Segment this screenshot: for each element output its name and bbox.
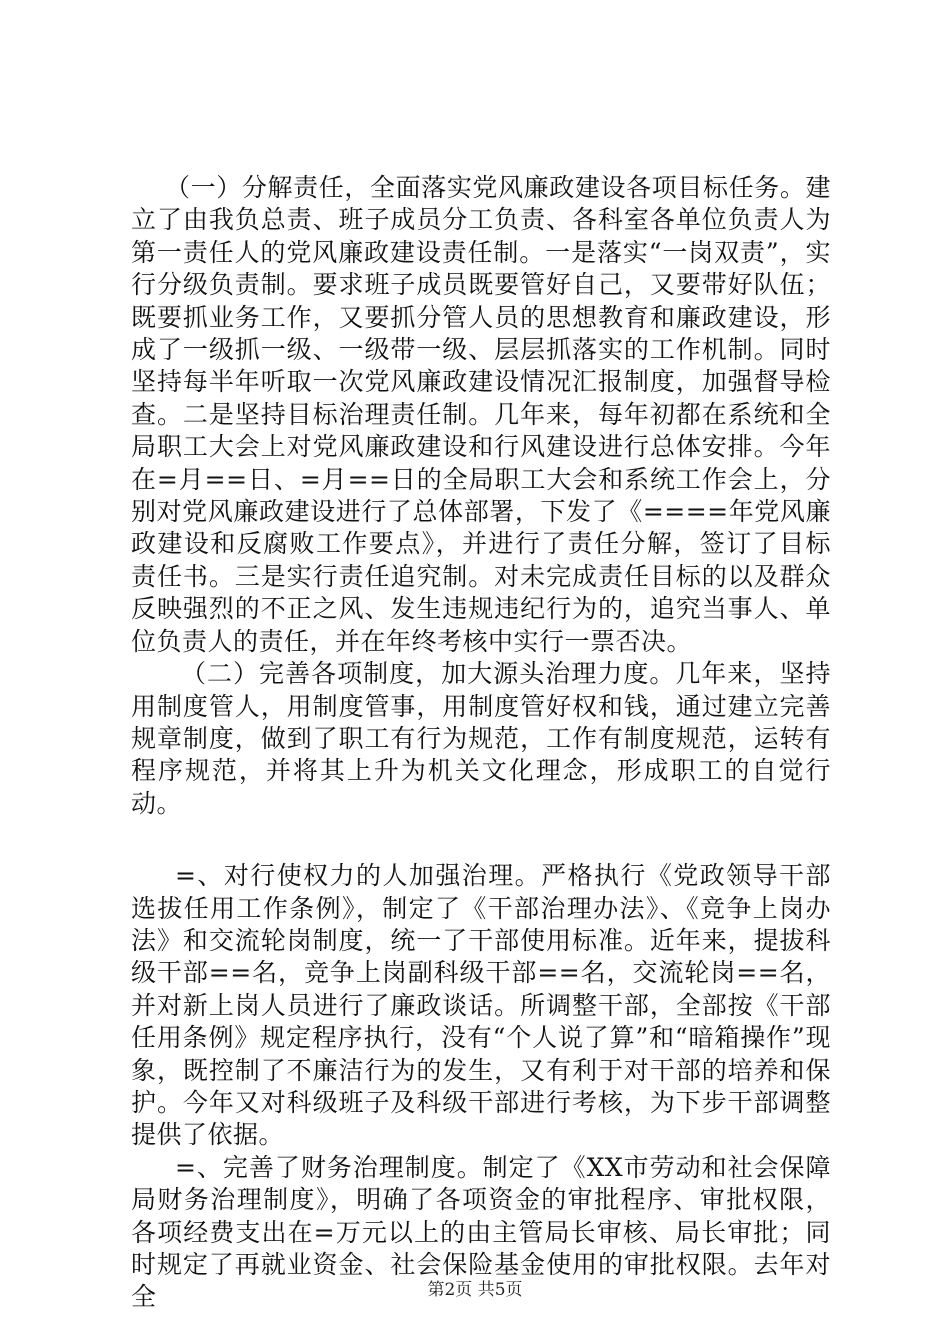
paragraph-system: （二）完善各项制度，加大源头治理力度。几年来，坚持用制度管人，用制度管事，用制度管好权和钱，通过建立完善规章制度，做到了职工有行为规范，工作有制度规范，运转有程序规范，并将其上升为机关文化理念，形成职工的自觉行动。 (131, 659, 831, 818)
page-footer: 第2页 共5页 (427, 1280, 523, 1300)
document-body (131, 172, 831, 1314)
paragraph-cadre-management: =、对行使权力的人加强治理。严格执行《党政领导干部选拔任用工作条例》，制定了《干部治理办法》、《竞争上岗办法》和交流轮岗制度，统一了干部使用标准。近年来，提拔科级干部==名，竞争上岗副科级干部==名，交流轮岗==名，并对新上岗人员进行了廉政谈话。所调整干部，全部按《干部任用条例》规定程序执行，没有“个人说了算”和“暗箱操作”现象，既控制了不廉洁行为的发生，又有利于对干部的培养和保护。今年又对科级班子及科级干部进行考核，为下步干部调整提供了依据。 (131, 861, 831, 1150)
paragraph-finance-management: =、完善了财务治理制度。制定了《XX市劳动和社会保障局财务治理制度》，明确了各项资金的审批程序、审批权限，各项经费支出在=万元以上的由主管局长审核、局长审批；同时规定了再就业资金、社会保险基金使用的审批权限。去年对全 (131, 1152, 831, 1312)
paragraph-gap (131, 820, 831, 860)
paragraph-responsibility: （一）分解责任，全面落实党风廉政建设各项目标任务。建立了由我负总责、班子成员分工负责、各科室各单位负责人为第一责任人的党风廉政建设责任制。一是落实“一岗双责”，实行分级负责制。要求班子成员既要管好自己，又要带好队伍；既要抓业务工作，又要抓分管人员的思想教育和廉政建设，形成了一级抓一级、一级带一级、层层抓落实的工作机制。同时坚持每半年听取一次党风廉政建设情况汇报制度，加强督导检查。二是坚持目标治理责任制。几年来，每年初都在系统和全局职工大会上对党风廉政建设和行风建设进行总体安排。今年在=月==日、=月==日的全局职工大会和系统工作会上，分别对党风廉政建设进行了总体部署，下发了《====年党风廉政建设和反腐败工作要点》，并进行了责任分解，签订了目标责任书。三是实行责任追究制。对未完成责任目标的以及群众反映强烈的不正之风、发生违规违纪行为的，追究当事人、单位负责人的责任，并在年终考核中实行一票否决。 (131, 173, 831, 656)
